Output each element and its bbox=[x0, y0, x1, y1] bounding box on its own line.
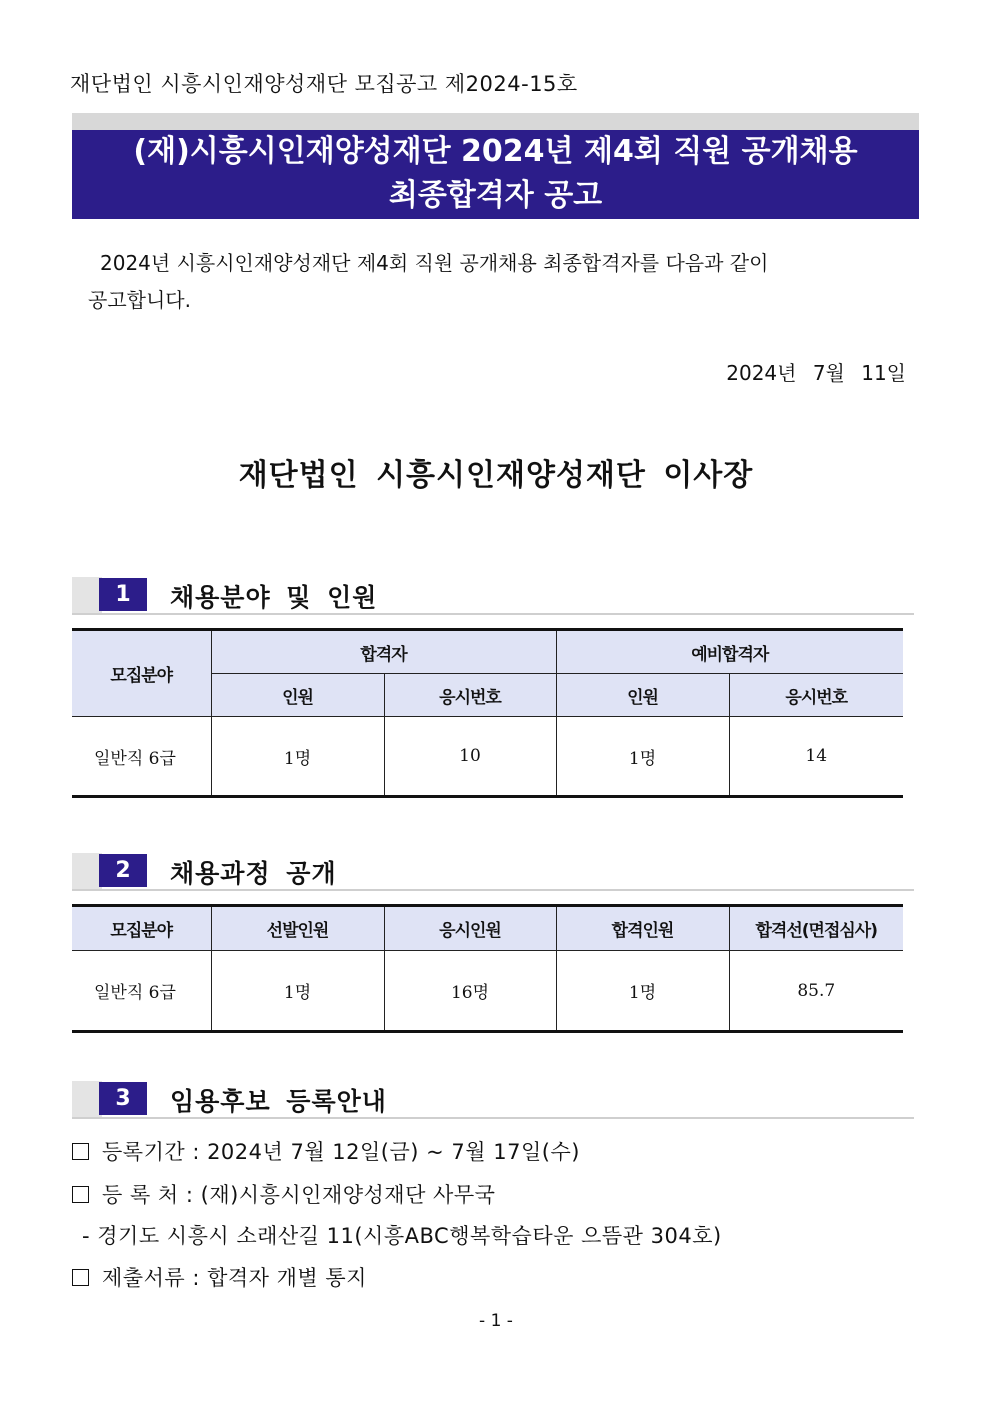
header-cutoff: 합격선(면접심사) bbox=[729, 906, 903, 951]
section-title: 임용후보 등록안내 bbox=[170, 1087, 387, 1116]
cell-pass-count: 1명 bbox=[211, 717, 384, 797]
header-reserve: 예비합격자 bbox=[556, 630, 903, 674]
issuer: 재단법인 시흥시인재양성재단 이사장 bbox=[238, 458, 754, 493]
section-title: 채용과정 공개 bbox=[170, 859, 337, 888]
section-3-header bbox=[72, 1081, 914, 1119]
checkbox-bullet-icon bbox=[72, 1269, 89, 1286]
recruitment-table bbox=[72, 628, 903, 798]
section-2-header bbox=[72, 853, 914, 891]
registration-address: - 경기도 시흥시 소래산길 11(시흥ABC행복학습타운 으뜸관 304호) bbox=[82, 1224, 722, 1248]
section-number: 2 bbox=[99, 854, 147, 887]
section-marker bbox=[72, 1081, 102, 1117]
registration-documents bbox=[72, 1262, 367, 1292]
process-table bbox=[72, 904, 903, 1033]
title-banner bbox=[72, 113, 919, 219]
registration-period-text: 등록기간 : 2024년 7월 12일(금) ~ 7월 17일(수) bbox=[102, 1140, 580, 1164]
header-pass-examno: 응시번호 bbox=[384, 674, 556, 717]
header-pass-count: 인원 bbox=[211, 674, 384, 717]
section-title: 채용분야 및 인원 bbox=[170, 583, 378, 612]
title-line-2: 최종합격자 공고 bbox=[388, 178, 603, 213]
section-1-header bbox=[72, 577, 914, 615]
notice-number: 재단법인 시흥시인재양성재단 모집공고 제2024-15호 bbox=[70, 72, 578, 96]
title-line-1: (재)시흥시인재양성재단 2024년 제4회 직원 공개채용 bbox=[133, 134, 858, 169]
registration-period bbox=[72, 1136, 580, 1166]
header-reserve-count: 인원 bbox=[556, 674, 729, 717]
checkbox-bullet-icon bbox=[72, 1143, 89, 1160]
cell-field: 일반직 6급 bbox=[72, 951, 211, 1032]
header-pass: 합격자 bbox=[211, 630, 556, 674]
registration-place-text: 등 록 처 : (재)시흥시인재양성재단 사무국 bbox=[102, 1183, 496, 1207]
section-marker bbox=[72, 853, 102, 889]
page-number: - 1 - bbox=[479, 1311, 513, 1331]
section-number: 3 bbox=[99, 1082, 147, 1115]
header-applicants: 응시인원 bbox=[384, 906, 556, 951]
intro-text bbox=[88, 245, 768, 319]
registration-place bbox=[72, 1179, 495, 1209]
header-reserve-examno: 응시번호 bbox=[729, 674, 903, 717]
header-field: 모집분야 bbox=[72, 906, 211, 951]
section-marker bbox=[72, 577, 102, 613]
header-selected: 선발인원 bbox=[211, 906, 384, 951]
cell-reserve-no: 14 bbox=[729, 717, 903, 797]
header-field: 모집분야 bbox=[72, 630, 211, 717]
intro-line-2: 공고합니다. bbox=[88, 288, 191, 312]
announcement-date: 2024년 7월 11일 bbox=[726, 361, 906, 385]
cell-reserve-count: 1명 bbox=[556, 717, 729, 797]
checkbox-bullet-icon bbox=[72, 1186, 89, 1203]
cell-passed: 1명 bbox=[556, 951, 729, 1032]
registration-documents-text: 제출서류 : 합격자 개별 통지 bbox=[102, 1266, 367, 1290]
intro-line-1: 2024년 시흥시인재양성재단 제4회 직원 공개채용 최종합격자를 다음과 같이 bbox=[100, 251, 769, 275]
cell-cutoff: 85.7 bbox=[729, 951, 903, 1032]
cell-applicants: 16명 bbox=[384, 951, 556, 1032]
cell-selected: 1명 bbox=[211, 951, 384, 1032]
header-passed: 합격인원 bbox=[556, 906, 729, 951]
cell-field: 일반직 6급 bbox=[72, 717, 211, 797]
section-number: 1 bbox=[99, 578, 147, 611]
cell-pass-no: 10 bbox=[384, 717, 556, 797]
